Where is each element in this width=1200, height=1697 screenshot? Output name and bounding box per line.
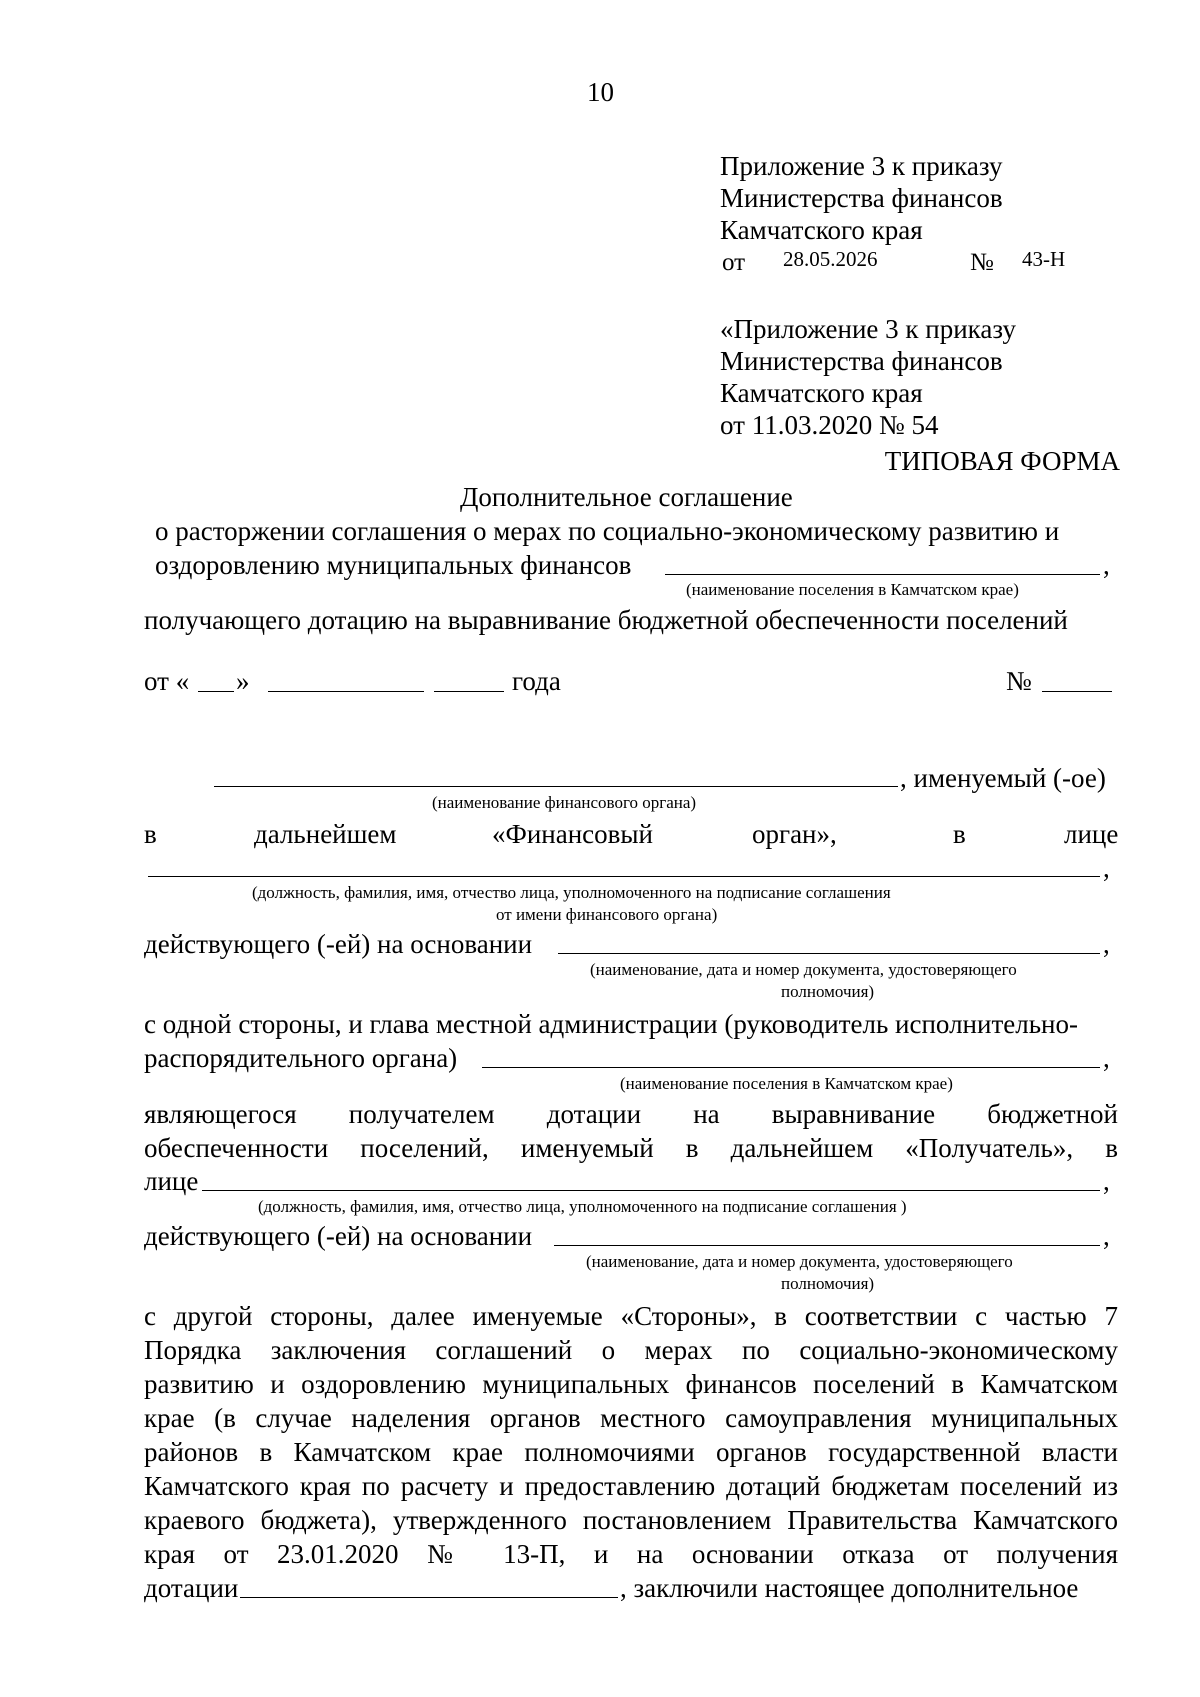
date-from-label: от « [144,666,190,696]
previous-order-line1: «Приложение 3 к приказу [720,314,1016,344]
p5-last-end: , заключили настоящее дополнительное [620,1573,1079,1603]
settlement-name-blank-2-comma: , [1103,1043,1110,1073]
previous-order-line2: Министерства финансов [720,346,1003,376]
hint-settlement-2: (наименование поселения в Камчатском крае) [620,1074,953,1093]
p5-line5: районов в Камчатском крае полномочиями органов государственной власти [144,1437,1118,1467]
settlement-name-blank-2[interactable] [482,1067,1100,1068]
order-date: 28.05.2026 [783,247,878,271]
previous-order-line3: Камчатского края [720,378,923,408]
p2-word-6: лице [1064,819,1119,849]
basis-document-blank-1[interactable] [558,953,1100,954]
hint-financial-organ: (наименование финансового органа) [432,793,697,812]
p3-line2: распорядительного органа) [144,1043,458,1073]
official-blank-2-comma: , [1103,1166,1110,1196]
agreement-number-blank[interactable] [1042,691,1112,692]
date-day-blank[interactable] [198,691,234,692]
hint-doc-1: (наименование, дата и номер документа, удостоверяющего [590,960,1017,979]
appendix-header [720,150,1003,246]
p3-line1: с одной стороны, и глава местной администрации (руководитель исполнительно- [144,1009,1078,1039]
agreement-number-sign: № [1006,666,1032,696]
previous-order-line4: от 11.03.2020 № 54 [720,410,939,440]
p2-word-3: «Финансовый [492,819,653,849]
title-line4: получающего дотацию на выравнивание бюджетной обеспеченности поселений [144,605,1068,635]
title-line2: о расторжении соглашения о мерах по социально-экономическому развитию и [155,516,1060,546]
p5-last-start: дотации [144,1573,239,1603]
p5-line8: края от 23.01.2020 № 13-П, и на основании отказа от получения [144,1539,1118,1569]
financial-organ-blank[interactable] [214,786,898,787]
p4-line3: лице [144,1166,199,1196]
p5-line1: с другой стороны, далее именуемые «Стороны», в соответствии с частью 7 [144,1301,1118,1331]
official-blank-1[interactable] [148,876,1100,877]
p5-line4: крае (в случае наделения органов местного самоуправления муниципальных [144,1403,1118,1433]
basis-document-blank-2[interactable] [554,1245,1100,1246]
acting-basis-label-2: действующего (-ей) на основании [144,1221,533,1251]
order-ot-label: от [722,249,746,276]
p4-line2: обеспеченности поселений, именуемый в дальнейшем «Получатель», в [144,1133,1118,1163]
page-number: 10 [587,77,614,107]
p5-line3: развитию и оздоровлению муниципальных финансов поселений в Камчатском [144,1369,1118,1399]
date-month-blank[interactable] [268,691,424,692]
title-line3: оздоровлению муниципальных финансов [155,550,632,580]
official-blank-1-comma: , [1103,853,1110,883]
subsidy-refusal-blank[interactable] [240,1597,618,1598]
named-as-label: , именуемый (-ое) [900,763,1106,793]
appendix-header-line3: Камчатского края [720,215,923,245]
hint-official-3: (должность, фамилия, имя, отчество лица, уполномоченного на подписание соглашения ) [258,1197,907,1216]
official-blank-2[interactable] [202,1190,1100,1191]
p2-word-5: в [953,819,966,849]
p5-line7: краевого бюджета), утвержденного постановлением Правительства Камчатского [144,1505,1118,1535]
order-number-sign: № [970,249,994,276]
p2-word-1: в [144,819,157,849]
p2-word-4: орган», [752,819,837,849]
hint-doc-2: полномочия) [781,982,875,1001]
p5-line6: Камчатского края по расчету и предоставлению дотаций бюджетам поселений из [144,1471,1118,1501]
basis-document-blank-1-comma: , [1103,929,1110,959]
date-year-blank[interactable] [434,691,504,692]
previous-order-header [720,313,1016,441]
acting-basis-label-1: действующего (-ей) на основании [144,929,533,959]
hint-official-2: от имени финансового органа) [496,905,718,924]
hint-official-1: (должность, фамилия, имя, отчество лица, уполномоченного на подписание соглашения [252,883,891,902]
date-close-quote: » [236,666,250,696]
p2-word-2: дальнейшем [254,819,397,849]
basis-document-blank-2-comma: , [1103,1221,1110,1251]
hint-doc-4: полномочия) [781,1274,875,1293]
order-number: 43-Н [1022,247,1066,271]
date-year-label: года [512,666,561,696]
hint-settlement-1: (наименование поселения в Камчатском крае) [686,580,1019,599]
appendix-header-line1: Приложение 3 к приказу [720,151,1003,181]
form-label: ТИПОВАЯ ФОРМА [884,446,1120,476]
title-line1: Дополнительное соглашение [460,482,793,512]
hint-doc-3: (наименование, дата и номер документа, удостоверяющего [586,1252,1013,1271]
p5-line2: Порядка заключения соглашений о мерах по социально-экономическому [144,1335,1118,1365]
title-line3-comma: , [1103,550,1110,580]
p4-line1: являющегося получателем дотации на выравнивание бюджетной [144,1099,1118,1129]
appendix-header-line2: Министерства финансов [720,183,1003,213]
settlement-name-blank-1[interactable] [665,574,1100,575]
